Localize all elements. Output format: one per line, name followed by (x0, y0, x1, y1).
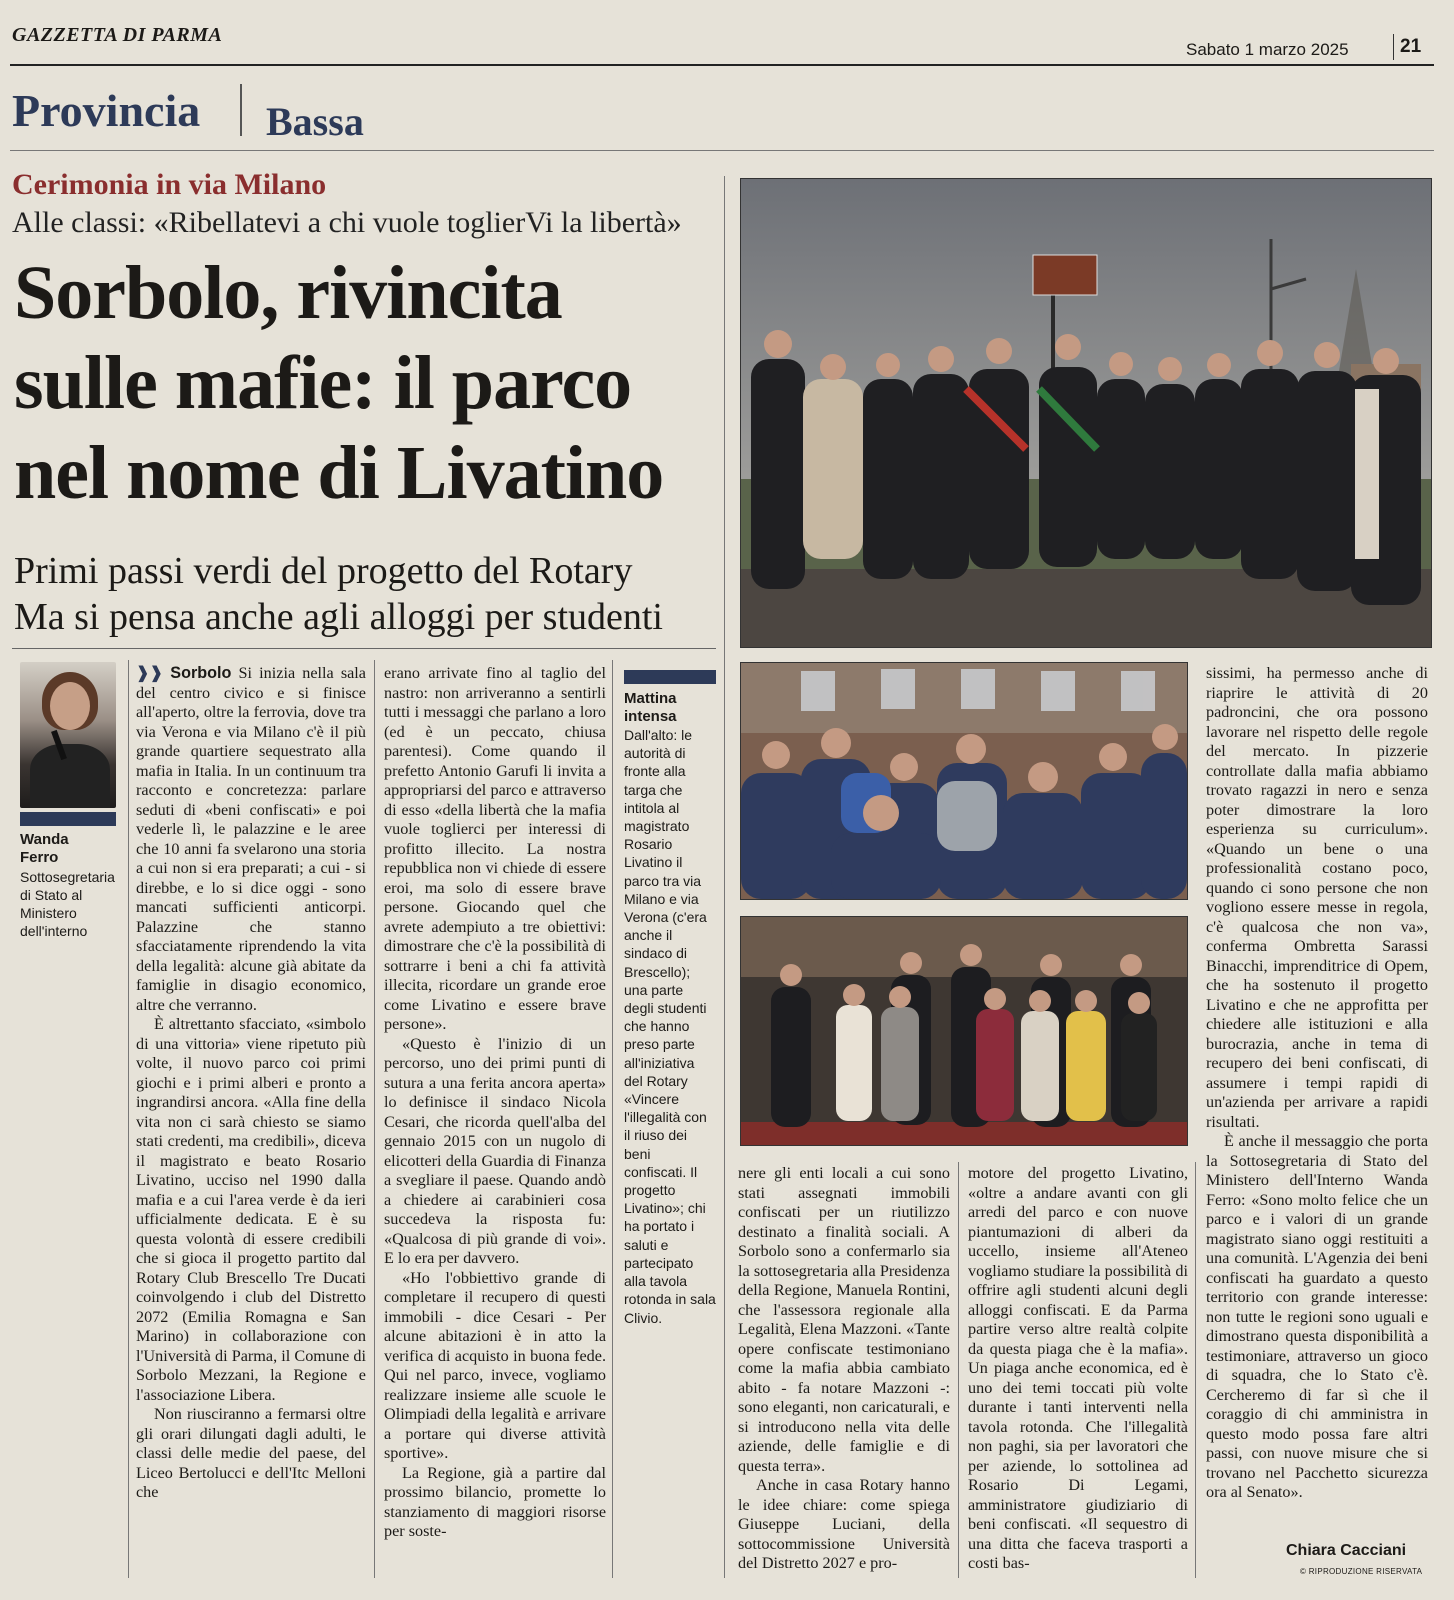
paragraph: motore del progetto Livatino, «oltre a andare avanti con gli arredi del parco e con nuove piantumazioni di alberi da uccello, insieme all'Ateneo vogliamo studiare la possibilità di offrire agli studenti alcuni degli alloggi confiscati. E da Parma partire verso altre realtà colpite da questa piaga che è la mafia». Un piaga anche economica, ed è uno dei temi toccati più volte durante i tanti interventi nella tavola rotonda. Che l'illegalità non paghi, sia per lavoratori che per aziende, lo sottolinea ad Rosario Di Legami, amministratore giudiziario di beni confiscati. «Il sequestro di una ditta che faceva trasporti a costi bas- (968, 1164, 1188, 1572)
photo-round-table-illustration (741, 917, 1187, 1145)
section-divider (240, 84, 242, 136)
article-column-1 (136, 664, 366, 1503)
headline-rule (12, 648, 716, 649)
photo-authorities-plaque (740, 178, 1432, 648)
subsection-title: Bassa (266, 99, 364, 144)
article-column-4 (738, 1164, 950, 1574)
column-rule-5 (958, 1162, 959, 1578)
byline-name-last: Ferro (20, 849, 59, 866)
page-number: 21 (1400, 36, 1422, 57)
paragraph: sissimi, ha permesso anche di riaprire le attività di 20 padroncini, che ora possono lavorare nel rispetto delle regole del mercato. In pizzerie controllate dalla mafia abbiamo trovato ragazzi in nero e senza poter dimostrare la loro esperienza su curriculum». «Quando un bene o una professionalità costano poco, quando ci sono persone che non vogliono essere messe in regola, c'è qualcosa che non va», conferma Ombretta Sarassi Binacchi, imprenditrice di Opem, che ha sostenuto il progetto Livatino e che ne approfitta per chiedere alle istituzioni e alla burocrazia, anche in tema di recupero dei beni confiscati, di assumere i tempi rapidi di un'azienda per arrivare a rapidi risultati. (1206, 664, 1428, 1131)
paragraph: La Regione, già a partire dal prossimo bilancio, promette lo stanziamento di maggiori risorse per soste- (384, 1463, 606, 1540)
article-column-2 (384, 664, 606, 1542)
caption-text: Dall'alto: le autorità di fronte alla targa che intitola al magistrato Rosario Livatino il parco tra via Milano e via Verona (c'era anche il sindaco di Brescello); una parte degli studenti che hanno preso parte all'iniziativa del Rotary «Vincere l'illegalità con il riuso dei beni confiscati. Il progetto Livatino»; chi ha portato i saluti e partecipato alla tavola rotonda in sala Clivio. (624, 727, 716, 1326)
caption-title: Mattina intensa (624, 690, 677, 725)
byline-name-first: Wanda (20, 831, 69, 848)
portrait-photo (20, 662, 116, 808)
masthead-rule (10, 64, 1434, 66)
caption-bar (624, 670, 716, 684)
paragraph (136, 664, 366, 1015)
issue-date: Sabato 1 marzo 2025 (1186, 40, 1349, 59)
section-title: Provincia (12, 85, 201, 136)
article-author: Chiara Cacciani (1286, 1542, 1407, 1559)
byline-role: Sottosegretaria di Stato al Ministero dell'interno (20, 869, 115, 939)
article-kicker: Cerimonia in via Milano (12, 168, 327, 201)
article-deck (14, 548, 714, 640)
paragraph-text: Si inizia nella sala del centro civico e si finisce all'aperto, oltre la ferrovia, dove tra via Verona e via Milano c'è il più grande quartiere sequestrato alla mafia in Italia. In un continuum tra racconto e concretezza: parlare seduti di «beni confiscati» e poi vederle lì, le palazzine e le aree che 10 anni fa svelarono una storia a cui non si era preparati; a cui - si direbbe, e lo si dice oggi - sono mancati sufficienti anticorpi. Palazzine che stanno sfacciatamente riprendendo la vita della legalità: alcune già abitate da famiglie in disagio economico, altre che verranno. (136, 664, 366, 1014)
dateline: Sorbolo (170, 664, 232, 682)
column-rule-4 (724, 176, 725, 1578)
article-headline: Sorbolo, rivincita sulle mafie: il parco nel nome di Livatino (14, 251, 664, 515)
column-rule-2 (374, 660, 375, 1578)
paragraph: Anche in casa Rotary hanno le idee chiare: come spiega Giuseppe Luciani, della sottocommissione Università del Distretto 2027 e pro- (738, 1476, 950, 1572)
column-rule-6 (1195, 1162, 1196, 1578)
deck-line-2: Ma si pensa anche agli alloggi per studenti (14, 596, 663, 638)
portrait-face (50, 682, 90, 730)
paragraph: Non riusciranno a fermarsi oltre gli orari dilungati dagli adulti, le classi delle medie del paese, del Liceo Bertolucci e dell'Itc Melloni che (136, 1405, 366, 1501)
article-kicker-quote: Alle classi: «Ribellatevi a chi vuole toglierVi la libertà» (12, 206, 682, 239)
page-number-divider (1393, 34, 1394, 60)
column-rule-1 (128, 660, 129, 1578)
copyright-notice: © RIPRODUZIONE RISERVATA (1300, 1567, 1423, 1576)
byline-name (20, 831, 69, 867)
portrait-body (30, 744, 110, 808)
paragraph: nere gli enti locali a cui sono stati assegnati immobili confiscati per un riutilizzo destinato a finalità sociali. A Sorbolo sono a confermarlo sia la sottosegretaria alla Presidenza della Regione, Manuela Rontini, che l'assessora regionale alla Legalità, Elena Mazzoni. «Tante opere confiscate testimoniano come la mafia abbia cambiato abito - fa notare Mazzoni -: sono eleganti, non caricaturali, e si introducono nella vita delle aziende, delle famiglie e di questa terra». (738, 1164, 950, 1475)
paragraph: erano arrivate fino al taglio del nastro: non arriveranno a sentirli tutti i messaggi che parlano a loro (ed è un peccato, chiusa parentesi). Come quando il prefetto Antonio Garufi li invita a appropriarsi del parco e attraverso di esso «della libertà che la mafia vuole toglierci per interessi di profitto illecito. La nostra repubblica non vi chiede di essere eroi, ma solo di essere brave persone. Giocando quel che avrete adempiuto a tre obiettivi: dimostrare che c'è la possibilità di sottrarre i beni a chi fa attività illecita, ricordare un grande eroe come Livatino e essere brave persone». (384, 664, 606, 1033)
byline-bar (20, 812, 116, 826)
paragraph: È altrettanto sfacciato, «simbolo di una vittoria» viene ripetuto più volte, il nuovo parco coi primi giochi e i primi alberi e pronto a ingrandirsi ancora. «Alla fine della vita non ci sarà chiesto se siamo stati credenti, ma credibili», diceva il magistrato e beato Rosario Livatino, ucciso nel 1990 dalla mafia e a cui l'area verde è da ieri ufficialmente dedicata. E è su questa volontà di essere credibili che si gioca il progetto partito dal Rotary Club Brescello Tre Ducati coinvolgendo i club del Distretto 2072 (Emilia Romagna e San Marino) in collaborazione con l'Università di Parma, il Comune di Sorbolo Mezzani, la Regione e l'associazione Libera. (136, 1015, 366, 1404)
lead-mark: ❱❱ (136, 664, 164, 682)
photo-students-illustration (741, 663, 1187, 899)
article-column-6 (1206, 664, 1428, 1503)
article-column-5 (968, 1164, 1188, 1574)
column-rule-3 (612, 660, 613, 1578)
newspaper-masthead: GAZZETTA DI PARMA (12, 24, 223, 46)
paragraph: «Ho l'obbiettivo grande di completare il recupero di questi immobili - dice Cesari - Per alcune abitazioni è in atto la verifica di acquisto in buona fede. Qui nel parco, invece, vogliamo realizzare insieme alle scuole le Olimpiadi della legalità e arrivare a portare qui diverse attività sportive». (384, 1268, 606, 1462)
photo-authorities-illustration (741, 179, 1431, 647)
photo-students (740, 662, 1188, 900)
section-rule (10, 150, 1434, 151)
photo-round-table (740, 916, 1188, 1146)
deck-line-1: Primi passi verdi del progetto del Rotary (14, 550, 633, 592)
paragraph: «Questo è l'inizio di un percorso, uno dei primi punti di sutura a una ferita ancora aperta» lo definisce il sindaco Nicola Cesari, che ricorda quell'alba del gennaio 2015 con un nugolo di elicotteri della Guardia di Finanza a svegliare il paese. Quando andò a chiedere ai carabinieri cosa succedeva la risposta fu: «Qualcosa di più grande di voi». E lo era per davvero. (384, 1034, 606, 1267)
paragraph: È anche il messaggio che porta la Sottosegretaria di Stato del Ministero dell'Interno Wanda Ferro: «Sono molto felice che un parco e i valori di un grande magistrato siano oggi restituiti a una comunità. L'Agenzia dei beni confiscati ha guardato a questo territorio con grande interesse: non tutte le regioni sono uguali e dimostrano questa disponibilità a testimoniare, attraverso un gioco di squadra, che lo Stato c'è. Cercheremo di far sì che il coraggio di chi amministra in questo modo possa fare altri passi, con nuove misure che si trovano nel Pacchetto sicurezza ora al Senato». (1206, 1132, 1428, 1501)
